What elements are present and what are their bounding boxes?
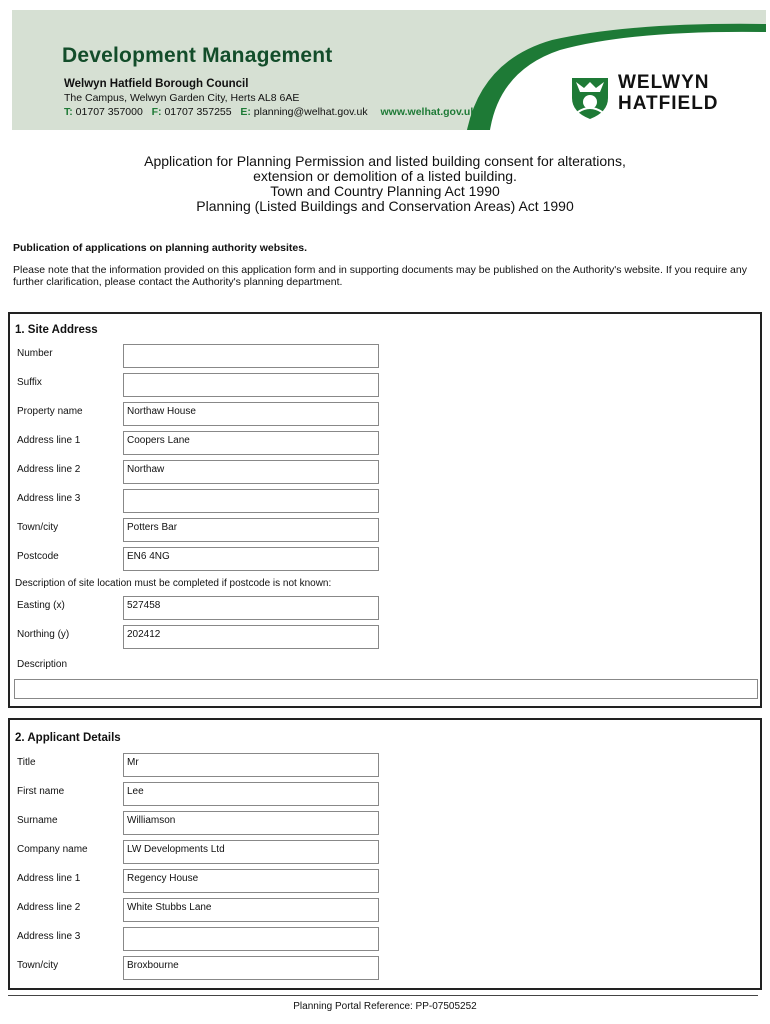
applicant-town-field[interactable]: Broxbourne xyxy=(123,956,379,980)
logo-line-1: WELWYN xyxy=(618,72,710,93)
address-line-1-field[interactable]: Coopers Lane xyxy=(123,431,379,455)
address-line-1-label: Address line 1 xyxy=(17,435,81,446)
address-line-2-field[interactable]: Northaw xyxy=(123,460,379,484)
address-line-3-field[interactable] xyxy=(123,489,379,513)
postcode-field[interactable]: EN6 4NG xyxy=(123,547,379,571)
surname-field[interactable]: Williamson xyxy=(123,811,379,835)
northing-label: Northing (y) xyxy=(17,629,70,640)
email-value[interactable]: planning@welhat.gov.uk xyxy=(253,106,368,118)
company-name-field[interactable]: LW Developments Ltd xyxy=(123,840,379,864)
postcode-label: Postcode xyxy=(17,551,59,562)
applicant-address-line-2-label: Address line 2 xyxy=(17,902,81,913)
applicant-address-line-1-field[interactable]: Regency House xyxy=(123,869,379,893)
website-link[interactable]: www.welhat.gov.uk xyxy=(380,106,477,118)
form-title-line-4: Planning (Listed Buildings and Conservation Areas) Act 1990 xyxy=(196,198,574,214)
property-name-field[interactable]: Northaw House xyxy=(123,402,379,426)
fax-label: F: xyxy=(151,106,162,118)
number-label: Number xyxy=(17,348,53,359)
applicant-town-label: Town/city xyxy=(17,960,59,971)
company-name-label: Company name xyxy=(17,844,88,855)
tel-value: 01707 357000 xyxy=(75,106,143,118)
portal-reference: Planning Portal Reference: PP-07505252 xyxy=(293,1001,477,1012)
location-note: Description of site location must be completed if postcode is not known: xyxy=(15,578,332,589)
number-field[interactable] xyxy=(123,344,379,368)
town-label: Town/city xyxy=(17,522,59,533)
applicant-details-heading: 2. Applicant Details xyxy=(15,732,121,744)
northing-field[interactable]: 202412 xyxy=(123,625,379,649)
easting-label: Easting (x) xyxy=(17,600,65,611)
description-field[interactable] xyxy=(14,679,758,699)
easting-field[interactable]: 527458 xyxy=(123,596,379,620)
council-address: The Campus, Welwyn Garden City, Herts AL8 6AE xyxy=(64,92,300,104)
applicant-address-line-1-label: Address line 1 xyxy=(17,873,81,884)
publication-heading: Publication of applications on planning authority websites. xyxy=(13,242,308,254)
form-title-line-1: Application for Planning Permission and listed building consent for alterations, xyxy=(144,153,626,169)
footer-divider xyxy=(8,995,758,996)
fax-value: 01707 357255 xyxy=(164,106,232,118)
applicant-address-line-2-field[interactable]: White Stubbs Lane xyxy=(123,898,379,922)
form-title-line-2: extension or demolition of a listed building. xyxy=(253,168,517,184)
form-title-line-3: Town and Country Planning Act 1990 xyxy=(270,183,500,199)
first-name-field[interactable]: Lee xyxy=(123,782,379,806)
property-name-label: Property name xyxy=(17,406,83,417)
applicant-address-line-3-label: Address line 3 xyxy=(17,931,81,942)
council-name: Welwyn Hatfield Borough Council xyxy=(64,78,249,90)
address-line-2-label: Address line 2 xyxy=(17,464,81,475)
suffix-field[interactable] xyxy=(123,373,379,397)
site-address-heading: 1. Site Address xyxy=(15,324,98,336)
tel-label: T: xyxy=(64,106,73,118)
title-field[interactable]: Mr xyxy=(123,753,379,777)
first-name-label: First name xyxy=(17,786,65,797)
surname-label: Surname xyxy=(17,815,58,826)
council-logo xyxy=(570,72,750,120)
council-contact xyxy=(64,106,476,118)
shield-icon xyxy=(570,72,610,120)
address-line-3-label: Address line 3 xyxy=(17,493,81,504)
logo-line-2: HATFIELD xyxy=(618,93,719,114)
email-label: E: xyxy=(240,106,251,118)
applicant-details-section xyxy=(8,718,762,990)
publication-note: Please note that the information provided on this application form and in supporting documents may be published on the Authority's website. If you require any further clarification, please contact the Authority's planning department. xyxy=(13,264,747,288)
title-label: Title xyxy=(17,757,36,768)
site-address-section xyxy=(8,312,762,708)
logo-wordmark xyxy=(618,72,719,114)
form-title xyxy=(0,154,770,214)
page-title: Development Management xyxy=(62,44,333,67)
suffix-label: Suffix xyxy=(17,377,42,388)
town-field[interactable]: Potters Bar xyxy=(123,518,379,542)
description-label: Description xyxy=(17,659,68,670)
applicant-address-line-3-field[interactable] xyxy=(123,927,379,951)
